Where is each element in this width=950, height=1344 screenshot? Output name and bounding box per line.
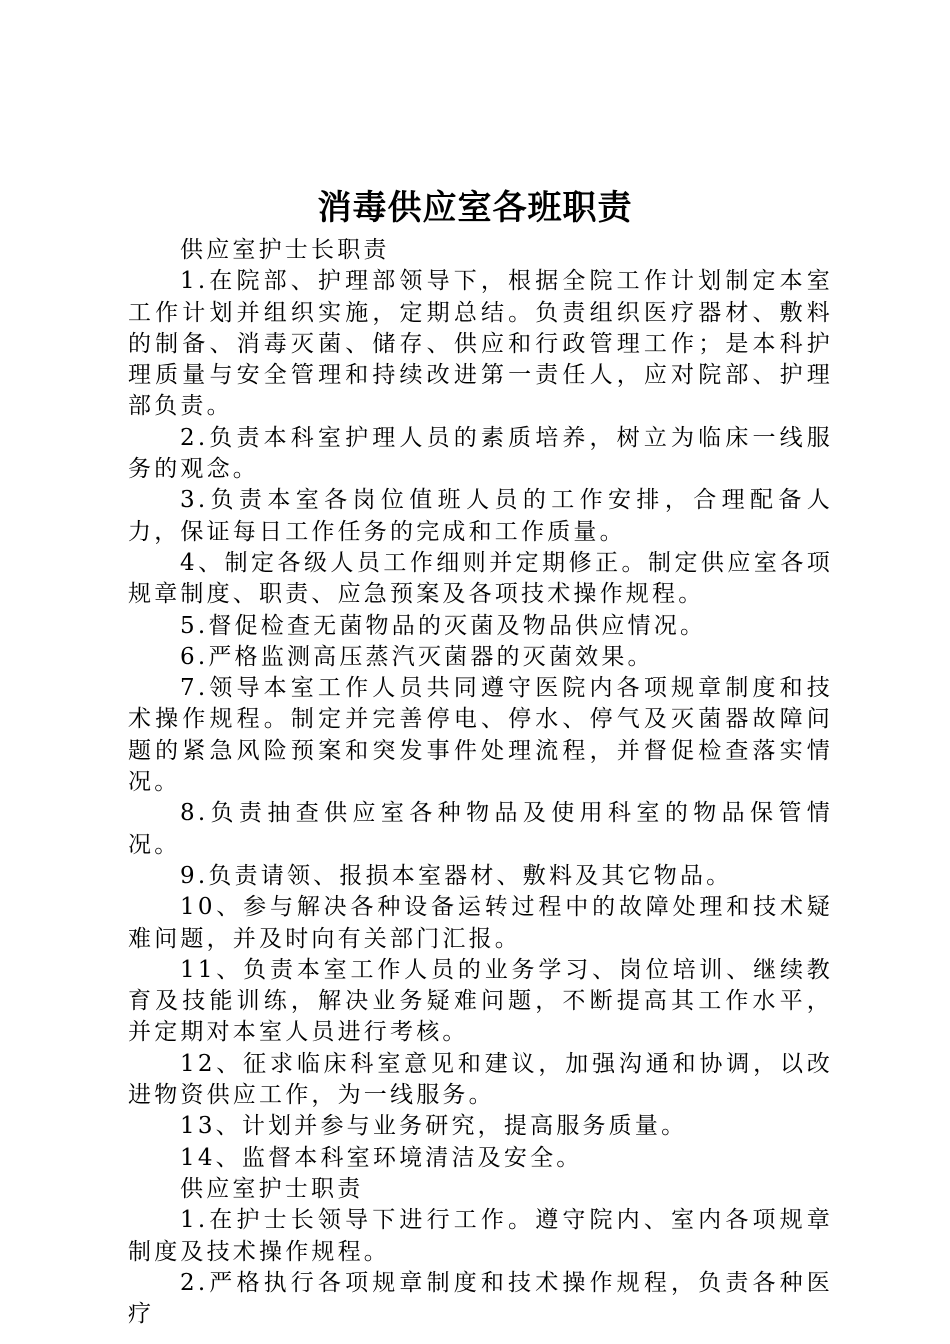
section-heading-head-nurse: 供应室护士长职责 [180, 237, 390, 263]
document-title: 消毒供应室各班职责 [317, 188, 633, 228]
document-body [128, 235, 833, 1330]
paragraph: 3.负责本室各岗位值班人员的工作安排，合理配备人力，保证每日工作任务的完成和工作质量。 [128, 487, 833, 545]
paragraph: 2.严格执行各项规章制度和技术操作规程，负责各种医疗 [128, 1269, 833, 1328]
paragraph: 2.负责本科室护理人员的素质培养，树立为临床一线服务的观念。 [128, 424, 833, 483]
paragraph: 7.领导本室工作人员共同遵守医院内各项规章制度和技术操作规程。制定并完善停电、停水、停气及灭菌器故障问题的紧急风险预案和突发事件处理流程，并督促检查落实情况。 [128, 675, 833, 796]
paragraph: 10、参与解决各种设备运转过程中的故障处理和技术疑难问题，并及时向有关部门汇报。 [128, 894, 833, 952]
paragraph: 4、制定各级人员工作细则并定期修正。制定供应室各项规章制度、职责、应急预案及各项技术操作规程。 [128, 549, 833, 608]
paragraph: 1.在院部、护理部领导下，根据全院工作计划制定本室工作计划并组织实施，定期总结。负责组织医疗器材、敷料的制备、消毒灭菌、储存、供应和行政管理工作；是本科护理质量与安全管理和持续改进第一责任人，应对院部、护理部负责。 [128, 268, 833, 420]
section-heading-nurse: 供应室护士职责 [180, 1175, 364, 1202]
paragraph: 12、征求临床科室意见和建议，加强沟通和协调，以改进物资供应工作，为一线服务。 [128, 1050, 833, 1109]
paragraph: 5.督促检查无菌物品的灭菌及物品供应情况。 [180, 612, 707, 639]
paragraph: 6.严格监测高压蒸汽灭菌器的灭菌效果。 [180, 643, 654, 670]
paragraph: 1.在护士长领导下进行工作。遵守院内、室内各项规章制度及技术操作规程。 [128, 1207, 833, 1265]
paragraph: 8.负责抽查供应室各种物品及使用科室的物品保管情况。 [128, 800, 833, 858]
paragraph: 13、计划并参与业务研究，提高服务质量。 [180, 1113, 688, 1140]
paragraph: 9.负责请领、报损本室器材、敷料及其它物品。 [180, 862, 733, 889]
paragraph: 11、负责本室工作人员的业务学习、岗位培训、继续教育及技能训练，解决业务疑难问题，不断提高其工作水平，并定期对本室人员进行考核。 [128, 956, 833, 1046]
paragraph: 14、监督本科室环境清洁及安全。 [180, 1144, 583, 1171]
